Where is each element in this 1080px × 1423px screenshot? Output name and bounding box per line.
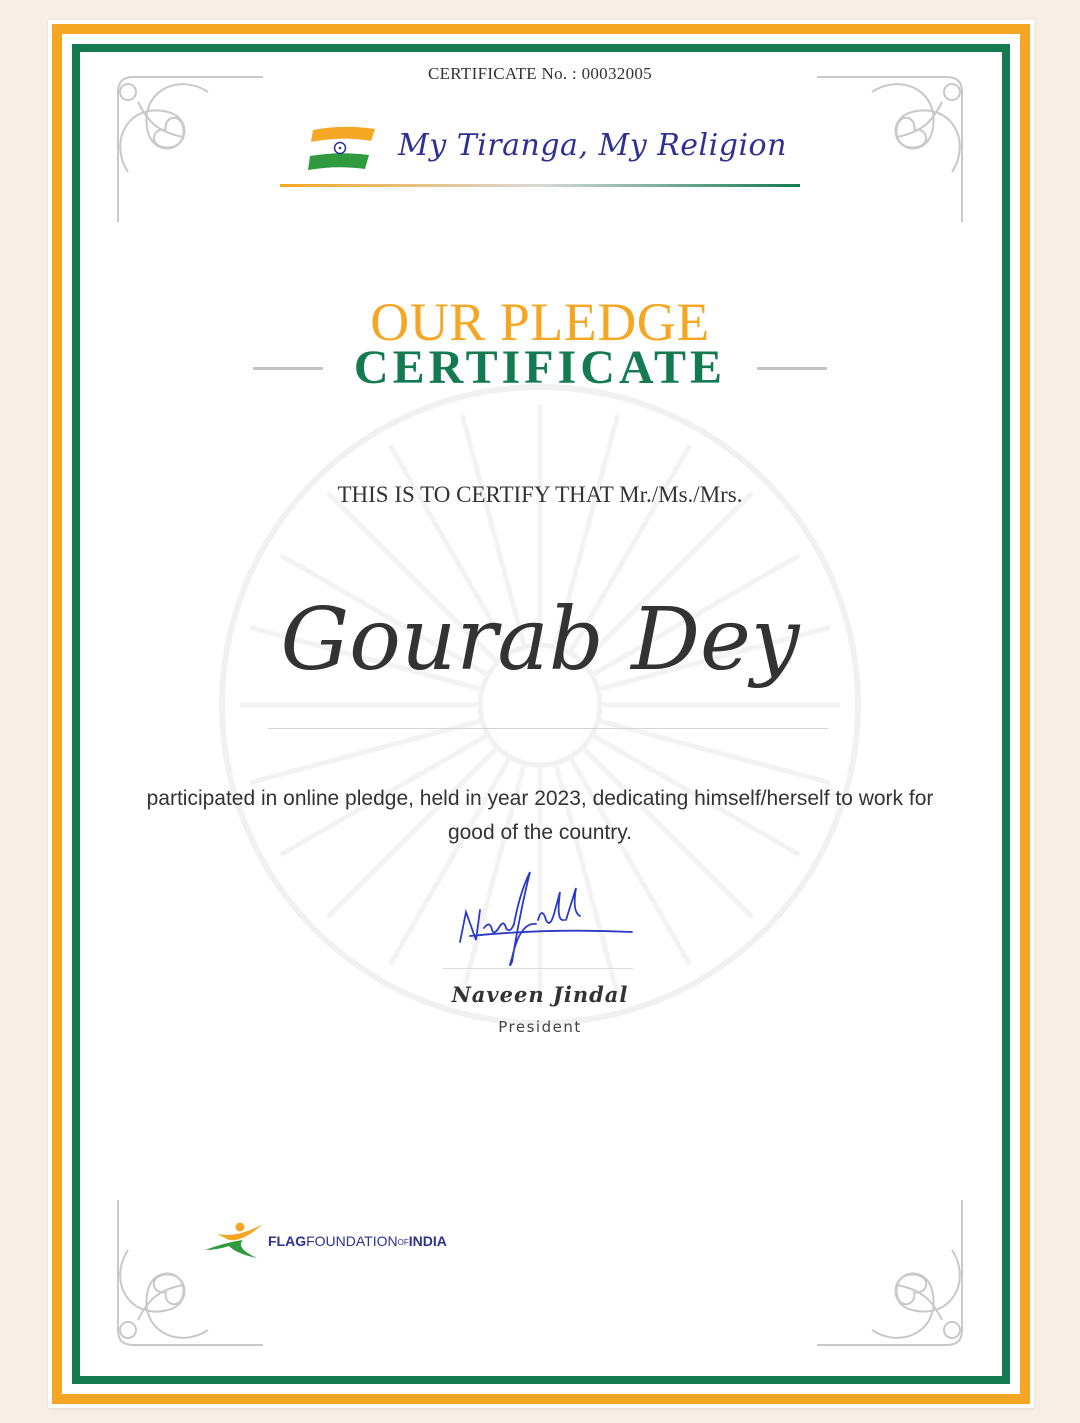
tiranga-flag-icon: [305, 124, 380, 172]
signer-name: Naveen Jindal: [451, 982, 629, 1007]
title-rule-right: [757, 367, 827, 370]
chakra-spoke: [250, 721, 482, 783]
pledge-description: participated in online pledge, held in year 2023, dedicating himself/herself to work for good of the country.: [146, 787, 934, 844]
tagline-my-tiranga: My Tiranga, My Religion: [398, 128, 787, 163]
title-our-pledge: OUR PLEDGE: [370, 292, 710, 352]
certificate-number: CERTIFICATE No. : 00032005: [427, 64, 652, 83]
chakra-spoke: [598, 721, 830, 783]
foundation-name-flag: FLAG: [268, 1233, 307, 1249]
recipient-name: Gourab Dey: [280, 590, 800, 690]
president-signature-icon: [450, 862, 640, 972]
corner-ornament-top-left-icon: [98, 62, 268, 232]
signer-title: President: [498, 1018, 582, 1036]
tagline-underline: [280, 184, 800, 187]
title-certificate: CERTIFICATE: [353, 341, 727, 394]
flag-foundation-of-india-name: [268, 1233, 447, 1249]
corner-ornament-bottom-left-icon: [98, 1190, 268, 1360]
foundation-name-of: OF: [397, 1237, 409, 1247]
corner-ornament-bottom-right-icon: [812, 1190, 982, 1360]
signature-rule: [443, 968, 633, 969]
corner-ornament-top-right-icon: [812, 62, 982, 232]
certify-intro: THIS IS TO CERTIFY THAT Mr./Ms./Mrs.: [337, 482, 743, 507]
foundation-name-foundation: FOUNDATION: [306, 1233, 398, 1249]
recipient-name-rule: [268, 728, 828, 729]
flag-foundation-logo-icon: [203, 1220, 267, 1260]
foundation-name-india: INDIA: [408, 1233, 447, 1249]
